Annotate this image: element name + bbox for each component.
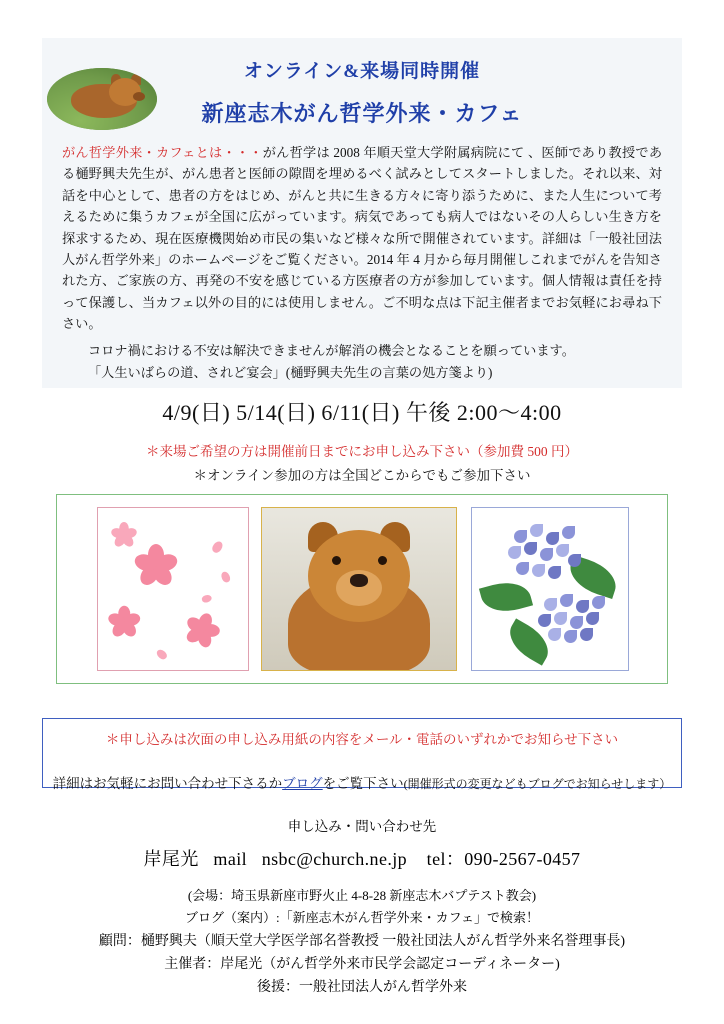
mail-label: mail (213, 849, 248, 869)
detail-line (0, 772, 724, 792)
event-title-line2: 新座志木がん哲学外来・カフェ (201, 101, 523, 126)
apply-note: ＊申し込みは次面の申し込み用紙の内容をメール・電話のいずれかでお知らせ下さい (105, 732, 619, 747)
contact-main-line (0, 845, 724, 871)
photo-sakura (97, 507, 249, 671)
dog-right-eye (378, 556, 387, 565)
organizer-line: 主催者：岸尾光（がん哲学外来市民学会認定コーディネーター) (164, 957, 560, 972)
intro-lead-text: がん哲学外来・カフェとは・・・ (62, 145, 263, 160)
intro-tail-line1: コロナ禍における不安は解決できませんが解消の機会となることを願っています。 (88, 343, 575, 359)
blog-info-line: ブログ（案内）:「新座志木がん哲学外来・カフェ」で検索！ (185, 910, 539, 925)
hydrangea-cluster-lower (538, 594, 614, 650)
venue-line: (会場：埼玉県新座市野火止 4-8-28 新座志木バプテスト教会) (187, 888, 537, 903)
intro-body-text: がん哲学は 2008 年順天堂大学附属病院にて 、医師であり教授である樋野興夫先生が、がん患者と医師の隙間を埋めるべく試みとしてスタートしました。それ以来、対話を中心として、患者の方をはじめ、がんと共に生きる方々に寄り添うために、また人生について考えるために集うカフェが全国に広がっています。病気であっても病人ではないその人らしい生き方を探求するため、現在医療機関始め市民の集いなど様々な所で開催されています。詳細は「一般社団法人がん哲学外来」のホームページをご覧ください。2014 年 4 月から毎月開催しこれまでがんを告知された方、ご家族の方、再発の不安を感じている方医療者の方が参加しています。個人情報は責任を持って保護し、当カフェ以外の目的には使用しません。ご不明な点は下記主催者までお気軽にお尋ね下さい。 (62, 145, 663, 331)
sakura-loose-petal (220, 570, 232, 583)
blog-link[interactable]: ブログ (282, 776, 323, 791)
detail-paren: (開催形式の変更などもブログでお知らせします） (403, 777, 672, 791)
support-line: 後援：一般社団法人がん哲学外来 (257, 980, 467, 995)
advisor-line: 顧問：樋野興夫（順天堂大学医学部名誉教授 一般社団法人がん哲学外来名誉理事長) (98, 934, 626, 949)
hydrangea-cluster-upper (506, 524, 586, 584)
event-dates: 4/9(日) 5/14(日) 6/11(日) 午後 2:00〜4:00 (162, 400, 562, 425)
dog-snout-shape (133, 92, 145, 101)
attendance-note-red: ＊来場ご希望の方は開催前日までにお申し込み下さい（参加費 500 円） (146, 444, 578, 459)
contact-name: 岸尾光 (143, 849, 199, 869)
photo-band (56, 494, 668, 684)
dog-nose (350, 574, 368, 587)
sakura-loose-petal (210, 540, 224, 555)
sakura-loose-petal (155, 648, 169, 661)
detail-suffix: をご覧下さい (322, 776, 404, 791)
photo-chow-chow (261, 507, 457, 671)
event-title-line1: オンライン&来場同時開催 (243, 61, 481, 82)
contact-heading: 申し込み・問い合わせ先 (287, 819, 437, 834)
intro-tail (62, 340, 662, 383)
dog-oval-photo (47, 68, 157, 130)
intro-description (62, 142, 662, 334)
dog-left-eye (332, 556, 341, 565)
photo-hydrangea (471, 507, 629, 671)
contact-tel[interactable]: 090-2567-0457 (464, 849, 581, 869)
contact-email[interactable]: nsbc@church.ne.jp (261, 849, 408, 869)
online-note: ＊オンライン参加の方は全国どこからでもご参加下さい (193, 468, 531, 483)
sakura-loose-petal (201, 594, 212, 604)
detail-prefix: 詳細はお気軽にお問い合わせ下さるか (52, 776, 283, 791)
tel-label: tel： (426, 849, 465, 869)
intro-tail-line2: 「人生いばらの道、されど宴会」(樋野興夫先生の言葉の処方箋より) (88, 364, 493, 380)
